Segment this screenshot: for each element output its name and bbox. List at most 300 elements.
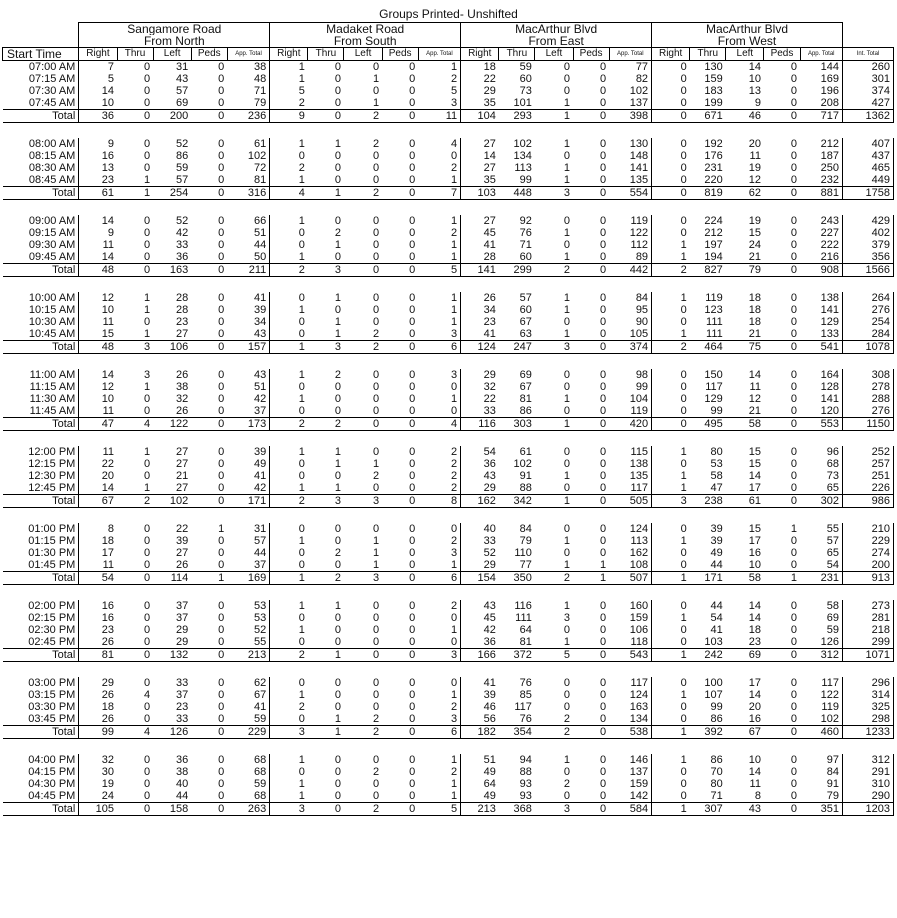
- count-cell: 20: [748, 701, 761, 713]
- table-row: [3, 547, 894, 559]
- count-cell: 8: [754, 790, 761, 802]
- total-cell: 9: [270, 110, 308, 123]
- thru-header: Thru: [499, 48, 535, 61]
- count-cell: 2: [334, 227, 341, 239]
- count-cell: 0: [218, 600, 225, 612]
- count-cell: 0: [334, 677, 341, 689]
- count-cell: 0: [790, 677, 797, 689]
- total-cell: 1: [535, 110, 573, 123]
- count-cell: 1: [143, 482, 151, 494]
- count-cell: 26: [79, 689, 117, 701]
- count-cell: 0: [409, 369, 416, 381]
- peds-header: Peds: [382, 48, 418, 61]
- count-cell: 0: [790, 559, 797, 571]
- total-cell: 0: [191, 495, 227, 508]
- count-cell: 24: [79, 790, 117, 803]
- count-cell: 138: [800, 292, 842, 304]
- count-cell: 199: [704, 97, 723, 109]
- count-cell: 99: [519, 174, 532, 186]
- total-cell: 141: [461, 264, 499, 277]
- total-row: [3, 726, 894, 739]
- count-cell: 0: [790, 292, 797, 304]
- total-cell: 254: [153, 187, 191, 200]
- count-cell: 15: [79, 328, 117, 341]
- total-cell: 3: [270, 803, 308, 816]
- count-cell: 0: [599, 446, 607, 458]
- approach-south-dir: From South: [270, 35, 461, 48]
- count-cell: 42: [227, 482, 269, 495]
- count-cell: 0: [599, 316, 607, 328]
- count-cell: 1: [270, 215, 308, 227]
- count-cell: 0: [143, 150, 151, 162]
- table-row: [3, 138, 894, 150]
- total-cell: 0: [382, 264, 418, 277]
- count-cell: 0: [563, 458, 571, 470]
- count-cell: 42: [175, 227, 189, 239]
- count-cell: 16: [748, 713, 761, 725]
- start-time-cell: 09:15 AM: [28, 227, 76, 239]
- count-cell: 68: [227, 754, 269, 766]
- count-cell: 0: [409, 405, 416, 417]
- count-cell: 0: [652, 766, 690, 778]
- count-cell: 0: [334, 61, 341, 73]
- count-cell: 0: [270, 636, 308, 649]
- count-cell: 252: [842, 446, 893, 458]
- count-cell: 137: [609, 97, 651, 110]
- total-row: [3, 187, 894, 200]
- start-time-cell: 12:45 PM: [28, 482, 76, 494]
- total-cell: 908: [800, 264, 842, 277]
- total-row: [3, 803, 894, 816]
- approach-direction-row: [3, 35, 894, 48]
- count-cell: 88: [519, 766, 532, 778]
- count-cell: 2: [373, 713, 380, 725]
- count-cell: 1: [563, 304, 571, 316]
- count-cell: 45: [461, 612, 499, 624]
- count-cell: 1: [563, 174, 571, 186]
- count-cell: 0: [563, 405, 571, 417]
- count-cell: 71: [710, 790, 723, 802]
- total-row: [3, 572, 894, 585]
- total-cell: 1: [652, 649, 690, 662]
- count-cell: 141: [800, 304, 842, 316]
- count-cell: 99: [609, 381, 651, 393]
- total-cell: 0: [117, 572, 153, 585]
- total-cell: 162: [461, 495, 499, 508]
- count-cell: 0: [409, 713, 416, 725]
- count-cell: 0: [218, 766, 225, 778]
- count-cell: 49: [461, 790, 499, 803]
- approach-road-row: [3, 23, 894, 36]
- count-cell: 1: [599, 559, 607, 571]
- total-label: Total: [3, 726, 79, 739]
- total-cell: 171: [227, 495, 269, 508]
- count-cell: 0: [143, 227, 151, 239]
- table-row: [3, 470, 894, 482]
- total-cell: 3: [308, 495, 344, 508]
- count-cell: 0: [143, 559, 151, 571]
- count-cell: 0: [563, 369, 571, 381]
- count-cell: 1: [652, 328, 690, 341]
- count-cell: 0: [143, 393, 151, 405]
- total-label: Total: [3, 418, 79, 431]
- count-cell: 264: [842, 292, 893, 304]
- count-cell: 69: [175, 97, 189, 109]
- count-cell: 27: [461, 138, 499, 150]
- count-cell: 37: [175, 600, 189, 612]
- count-cell: 43: [175, 73, 189, 85]
- total-cell: 6: [418, 726, 460, 739]
- count-cell: 0: [143, 778, 151, 790]
- count-cell: 14: [461, 150, 499, 162]
- total-cell: 0: [573, 264, 609, 277]
- count-cell: 2: [373, 470, 380, 482]
- table-row: [3, 61, 894, 74]
- count-cell: 1: [563, 138, 571, 150]
- total-cell: 0: [191, 726, 227, 739]
- app-total-header: App. Total: [800, 48, 842, 61]
- count-cell: 1: [270, 138, 308, 150]
- count-cell: 59: [175, 162, 189, 174]
- total-cell: 0: [191, 110, 227, 123]
- count-cell: 257: [842, 458, 893, 470]
- total-cell: 374: [609, 341, 651, 354]
- start-time-cell: 04:30 PM: [28, 778, 76, 790]
- count-cell: 0: [418, 381, 460, 393]
- count-cell: 229: [842, 535, 893, 547]
- count-cell: 0: [790, 162, 797, 174]
- count-cell: 31: [227, 523, 269, 535]
- count-cell: 26: [175, 559, 189, 571]
- count-cell: 29: [461, 482, 499, 495]
- count-cell: 27: [175, 458, 189, 470]
- count-cell: 0: [373, 689, 380, 701]
- count-cell: 0: [373, 304, 380, 316]
- block-spacer: [3, 277, 894, 293]
- count-cell: 2: [270, 701, 308, 713]
- count-cell: 1: [563, 251, 571, 263]
- count-cell: 0: [652, 393, 690, 405]
- count-cell: 291: [842, 766, 893, 778]
- count-cell: 310: [842, 778, 893, 790]
- total-cell: 0: [191, 187, 227, 200]
- count-cell: 1: [270, 535, 308, 547]
- block-spacer: [3, 200, 894, 216]
- count-cell: 1: [652, 239, 690, 251]
- count-cell: 141: [609, 162, 651, 174]
- total-cell: 299: [499, 264, 535, 277]
- count-cell: 35: [461, 97, 499, 110]
- count-cell: 106: [609, 624, 651, 636]
- count-cell: 274: [842, 547, 893, 559]
- total-cell: 114: [153, 572, 191, 585]
- count-cell: 0: [652, 547, 690, 559]
- count-cell: 0: [418, 405, 460, 418]
- count-cell: 0: [218, 559, 225, 571]
- count-cell: 0: [563, 381, 571, 393]
- count-cell: 0: [599, 162, 607, 174]
- count-cell: 99: [710, 405, 723, 417]
- count-cell: 130: [704, 61, 723, 73]
- total-row: [3, 264, 894, 277]
- count-cell: 0: [218, 316, 225, 328]
- count-cell: 0: [409, 778, 416, 790]
- start-time-cell: 08:15 AM: [28, 150, 76, 162]
- total-cell: 827: [690, 264, 726, 277]
- count-cell: 1: [563, 535, 571, 547]
- count-cell: 0: [790, 97, 797, 109]
- total-cell: 3: [117, 341, 153, 354]
- count-cell: 1: [270, 304, 308, 316]
- table-row: [3, 227, 894, 239]
- count-cell: 278: [842, 381, 893, 393]
- count-cell: 65: [800, 482, 842, 495]
- count-cell: 0: [790, 689, 797, 701]
- count-cell: 1: [563, 227, 571, 239]
- count-cell: 0: [143, 713, 151, 725]
- count-cell: 0: [790, 778, 797, 790]
- count-cell: 79: [519, 535, 532, 547]
- count-cell: 1: [652, 482, 690, 495]
- count-cell: 0: [218, 381, 225, 393]
- count-cell: 159: [609, 612, 651, 624]
- total-cell: 0: [764, 110, 800, 123]
- total-cell: 881: [800, 187, 842, 200]
- start-time-cell: 07:45 AM: [28, 97, 76, 109]
- count-cell: 0: [409, 470, 416, 482]
- count-cell: 2: [373, 138, 380, 150]
- count-cell: 0: [373, 85, 380, 97]
- total-cell: 0: [573, 187, 609, 200]
- count-cell: 0: [143, 97, 151, 109]
- count-cell: 14: [79, 482, 117, 495]
- count-cell: 68: [227, 790, 269, 803]
- count-cell: 0: [599, 251, 607, 263]
- count-cell: 290: [842, 790, 893, 803]
- count-cell: 31: [175, 61, 189, 73]
- count-cell: 15: [748, 458, 761, 470]
- count-cell: 0: [599, 713, 607, 725]
- count-cell: 224: [704, 215, 723, 227]
- count-cell: 0: [599, 624, 607, 636]
- total-cell: 505: [609, 495, 651, 508]
- total-cell: 316: [227, 187, 269, 200]
- count-cell: 0: [218, 405, 225, 417]
- total-cell: 2: [344, 726, 382, 739]
- total-cell: 1: [117, 187, 153, 200]
- count-cell: 32: [175, 393, 189, 405]
- count-cell: 13: [748, 85, 761, 97]
- table-row: [3, 215, 894, 227]
- count-cell: 104: [609, 393, 651, 405]
- table-row: [3, 97, 894, 110]
- count-cell: 115: [609, 446, 651, 458]
- total-cell: 0: [764, 649, 800, 662]
- total-cell: 0: [191, 803, 227, 816]
- count-cell: 0: [409, 624, 416, 636]
- count-cell: 42: [227, 393, 269, 405]
- total-cell: 54: [79, 572, 117, 585]
- count-cell: 58: [710, 470, 723, 482]
- count-cell: 0: [373, 701, 380, 713]
- count-cell: 0: [652, 73, 690, 85]
- count-cell: 1: [334, 138, 341, 150]
- count-cell: 160: [609, 600, 651, 612]
- count-cell: 0: [143, 790, 151, 802]
- count-cell: 0: [599, 458, 607, 470]
- total-cell: 106: [153, 341, 191, 354]
- count-cell: 59: [519, 61, 532, 73]
- count-cell: 53: [227, 612, 269, 624]
- count-cell: 0: [270, 405, 308, 418]
- start-time-cell: 01:30 PM: [28, 547, 76, 559]
- block-spacer: [3, 508, 894, 524]
- count-cell: 134: [513, 150, 532, 162]
- count-cell: 0: [790, 61, 797, 73]
- total-cell: 448: [499, 187, 535, 200]
- count-cell: 23: [79, 624, 117, 636]
- count-cell: 43: [227, 369, 269, 381]
- count-cell: 0: [599, 61, 607, 73]
- count-cell: 1: [418, 559, 460, 572]
- count-cell: 0: [409, 174, 416, 186]
- count-cell: 54: [461, 446, 499, 458]
- count-cell: 0: [143, 73, 151, 85]
- count-cell: 89: [609, 251, 651, 264]
- count-cell: 61: [519, 446, 532, 458]
- start-time-cell: 03:15 PM: [28, 689, 76, 701]
- start-time-cell: 09:00 AM: [28, 215, 76, 227]
- count-cell: 0: [790, 174, 797, 186]
- count-cell: 0: [563, 547, 571, 559]
- count-cell: 254: [842, 316, 893, 328]
- count-cell: 0: [409, 458, 416, 470]
- count-cell: 146: [609, 754, 651, 766]
- app-total-header: App. Total: [227, 48, 269, 61]
- count-cell: 0: [409, 547, 416, 559]
- count-cell: 57: [227, 535, 269, 547]
- total-cell: 351: [800, 803, 842, 816]
- total-cell: 0: [573, 418, 609, 431]
- count-cell: 0: [373, 150, 380, 162]
- total-cell: 116: [461, 418, 499, 431]
- count-cell: 36: [175, 251, 189, 263]
- count-cell: 59: [227, 778, 269, 790]
- count-cell: 0: [143, 215, 151, 227]
- total-cell: 46: [726, 110, 764, 123]
- count-cell: 0: [270, 547, 308, 559]
- count-cell: 251: [842, 470, 893, 482]
- total-cell: 0: [764, 803, 800, 816]
- start-time-cell: 01:45 PM: [28, 559, 76, 571]
- count-cell: 141: [800, 393, 842, 405]
- count-cell: 27: [175, 446, 189, 458]
- count-cell: 44: [710, 600, 723, 612]
- count-cell: 2: [373, 328, 380, 340]
- total-cell: 0: [764, 726, 800, 739]
- count-cell: 46: [461, 701, 499, 713]
- count-cell: 187: [800, 150, 842, 162]
- table-row: [3, 239, 894, 251]
- count-cell: 107: [704, 689, 723, 701]
- start-time-cell: 02:00 PM: [28, 600, 76, 612]
- count-cell: 0: [563, 482, 571, 494]
- count-cell: 0: [652, 778, 690, 790]
- total-cell: 0: [191, 649, 227, 662]
- count-cell: 0: [334, 162, 341, 174]
- total-cell: 1: [270, 572, 308, 585]
- count-cell: 12: [79, 381, 117, 393]
- start-time-cell: 07:00 AM: [28, 61, 76, 73]
- count-cell: 0: [143, 600, 151, 612]
- count-cell: 0: [334, 381, 341, 393]
- count-cell: 379: [842, 239, 893, 251]
- start-time-cell: 08:00 AM: [28, 138, 76, 150]
- count-cell: 138: [609, 458, 651, 470]
- count-cell: 308: [842, 369, 893, 381]
- total-cell: 7: [418, 187, 460, 200]
- start-time-cell: 11:30 AM: [29, 393, 76, 405]
- count-cell: 0: [218, 446, 225, 458]
- total-cell: 231: [800, 572, 842, 585]
- table-row: [3, 754, 894, 766]
- count-cell: 48: [227, 73, 269, 85]
- total-cell: 48: [79, 264, 117, 277]
- count-cell: 41: [227, 701, 269, 713]
- count-cell: 0: [409, 790, 416, 802]
- count-cell: 0: [409, 316, 416, 328]
- count-cell: 159: [609, 778, 651, 790]
- count-cell: 0: [418, 636, 460, 649]
- count-cell: 0: [373, 754, 380, 766]
- count-cell: 0: [790, 470, 797, 482]
- start-time-cell: 09:30 AM: [28, 239, 76, 251]
- count-cell: 0: [790, 624, 797, 636]
- count-cell: 449: [842, 174, 893, 187]
- spacer-cell: [3, 431, 894, 447]
- total-cell: 2: [535, 572, 573, 585]
- start-time-cell: 11:45 AM: [29, 405, 76, 417]
- total-cell: 3: [535, 341, 573, 354]
- total-cell: 0: [652, 418, 690, 431]
- count-cell: 23: [79, 174, 117, 187]
- total-cell: 460: [800, 726, 842, 739]
- count-cell: 1: [790, 523, 797, 535]
- start-time-cell: 03:30 PM: [28, 701, 76, 713]
- count-cell: 26: [461, 292, 499, 304]
- count-cell: 84: [519, 523, 532, 535]
- count-cell: 0: [334, 215, 341, 227]
- count-cell: 0: [409, 162, 416, 174]
- count-cell: 0: [563, 150, 571, 162]
- count-cell: 34: [227, 316, 269, 328]
- total-cell: 105: [79, 803, 117, 816]
- count-cell: 1: [373, 559, 380, 571]
- count-cell: 218: [842, 624, 893, 636]
- count-cell: 1: [652, 754, 690, 766]
- count-cell: 3: [418, 547, 460, 559]
- count-cell: 50: [227, 251, 269, 264]
- count-cell: 18: [748, 316, 761, 328]
- count-cell: 1: [652, 446, 690, 458]
- count-cell: 0: [218, 790, 225, 802]
- count-cell: 119: [705, 292, 723, 304]
- count-cell: 0: [563, 239, 571, 251]
- count-cell: 43: [227, 328, 269, 341]
- total-cell: 36: [79, 110, 117, 123]
- count-cell: 1: [270, 73, 308, 85]
- table-row: [3, 328, 894, 341]
